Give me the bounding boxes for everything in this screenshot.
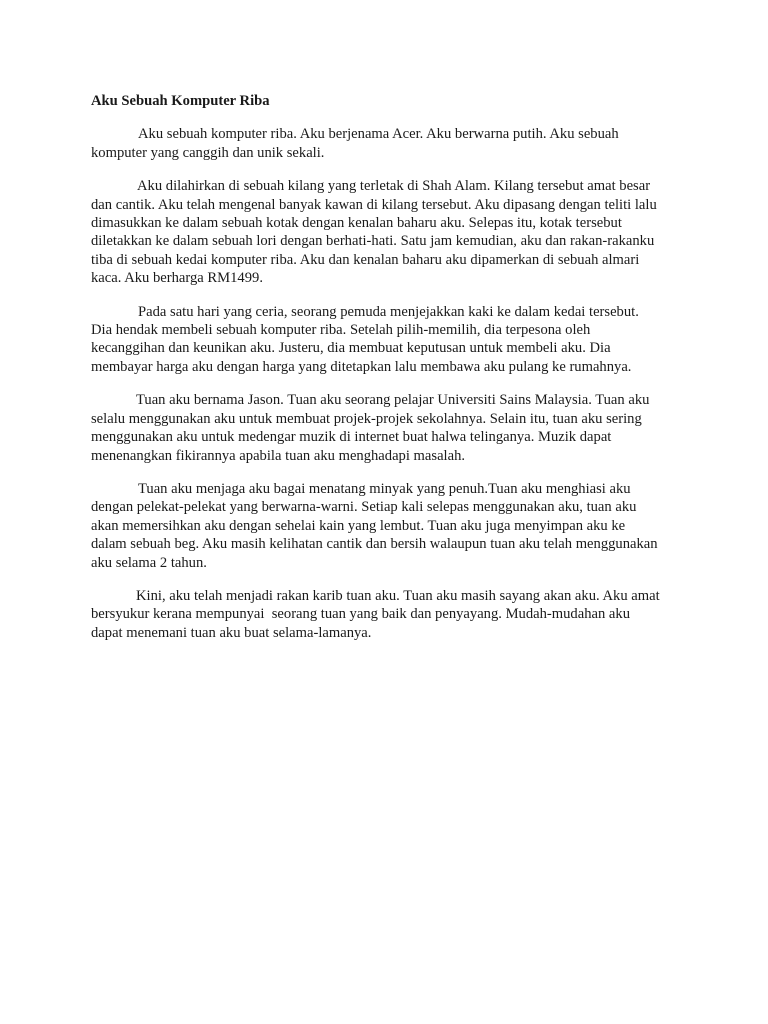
paragraph-line: kaca. Aku berharga RM1499. xyxy=(91,270,263,287)
paragraph-3 xyxy=(91,303,691,377)
paragraph-line: bersyukur kerana mempunyai seorang tuan yang baik dan penyayang. Mudah-mudahan aku xyxy=(91,606,630,623)
paragraph-4 xyxy=(91,391,691,465)
paragraph-line: dengan pelekat-pelekat yang berwarna-warni. Setiap kali selepas menggunakan aku, tuan aku xyxy=(91,499,637,516)
paragraph-line: Pada satu hari yang ceria, seorang pemuda menjejakkan kaki ke dalam kedai tersebut. xyxy=(138,303,639,320)
paragraph-line: selalu menggunakan aku untuk membuat projek-projek sekolahnya. Selain itu, tuan aku sering xyxy=(91,410,642,427)
document-body xyxy=(91,92,691,657)
paragraph-line: Aku dilahirkan di sebuah kilang yang terletak di Shah Alam. Kilang tersebut amat besar xyxy=(137,178,651,195)
paragraph-line: dan cantik. Aku telah mengenal banyak kawan di kilang tersebut. Aku dipasang dengan teliti lalu xyxy=(91,196,657,213)
paragraph-line: Tuan aku bernama Jason. Tuan aku seorang pelajar Universiti Sains Malaysia. Tuan aku xyxy=(136,392,650,409)
paragraph-line: menggunakan aku untuk medengar muzik di internet buat halwa telinganya. Muzik dapat xyxy=(91,429,612,446)
paragraph-6 xyxy=(91,587,691,642)
paragraph-line: membayar harga aku dengan harga yang ditetapkan lalu membawa aku pulang ke rumahnya. xyxy=(91,358,632,375)
paragraph-line: diletakkan ke dalam sebuah lori dengan berhati-hati. Satu jam kemudian, aku dan rakan-rakanku xyxy=(91,233,655,250)
paragraph-line: Aku sebuah komputer riba. Aku berjenama Acer. Aku berwarna putih. Aku sebuah xyxy=(138,126,619,143)
paragraph-5 xyxy=(91,480,691,572)
paragraph-1 xyxy=(91,125,691,162)
paragraph-line: menenangkan fikirannya apabila tuan aku menghadapi masalah. xyxy=(91,447,466,464)
document-title: Aku Sebuah Komputer Riba xyxy=(91,93,270,109)
paragraph-line: akan memersihkan aku dengan sehelai kain yang lembut. Tuan aku juga menyimpan aku ke xyxy=(91,517,626,534)
paragraph-line: kecanggihan dan keunikan aku. Justeru, dia membuat keputusan untuk membeli aku. Dia xyxy=(91,340,611,357)
paragraph-line: Dia hendak membeli sebuah komputer riba. Setelah pilih-memilih, dia terpesona oleh xyxy=(91,322,591,339)
paragraph-line: komputer yang canggih dan unik sekali. xyxy=(91,144,325,161)
paragraph-line: Tuan aku menjaga aku bagai menatang minyak yang penuh.Tuan aku menghiasi aku xyxy=(138,480,631,497)
paragraph-line: Kini, aku telah menjadi rakan karib tuan aku. Tuan aku masih sayang akan aku. Aku amat xyxy=(136,587,660,604)
paragraph-line: aku selama 2 tahun. xyxy=(91,554,207,571)
paragraph-line: dimasukkan ke dalam sebuah kotak dengan kenalan baharu aku. Selepas itu, kotak tersebut xyxy=(91,215,622,232)
paragraph-line: tiba di sebuah kedai komputer riba. Aku dan kenalan baharu aku dipamerkan di sebuah almari xyxy=(91,251,640,268)
paragraph-2 xyxy=(91,177,691,287)
paragraph-line: dapat menemani tuan aku buat selama-lamanya. xyxy=(91,624,372,641)
paragraph-line: dalam sebuah beg. Aku masih kelihatan cantik dan bersih walaupun tuan aku telah menggunakan xyxy=(91,536,658,553)
